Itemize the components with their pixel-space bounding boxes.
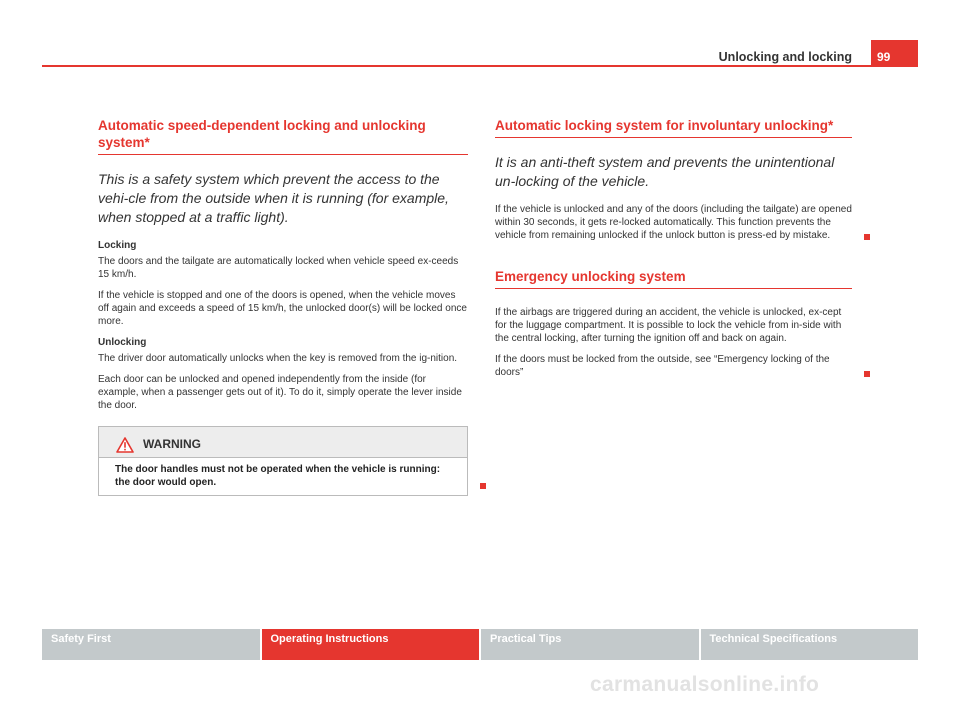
- section-title-involuntary-unlocking: Automatic locking system for involuntary unlocking*: [495, 117, 852, 138]
- watermark: carmanualsonline.info: [590, 673, 820, 696]
- section-title-speed-locking: Automatic speed-dependent locking and unlocking system*: [98, 117, 468, 155]
- warning-header: [99, 427, 467, 458]
- involuntary-unlocking-text: If the vehicle is unlocked and any of the doors (including the tailgate) are opened within 30 seconds, it gets re-locked automatically. This function prevents the vehicle from remaining unlocked if the unlock button is press-ed by mistake.: [495, 204, 852, 241]
- end-of-section-marker: [864, 371, 870, 377]
- unlocking-heading: Unlocking: [98, 337, 147, 348]
- footer-tab-safety-first[interactable]: Safety First: [42, 629, 260, 660]
- involuntary-unlocking-paragraph: [495, 203, 852, 242]
- header-rule: [42, 65, 918, 67]
- locking-paragraph-2: If the vehicle is stopped and one of the doors is opened, when the vehicle moves off again and exceeds a speed of 15 km/h, the unlocked door(s) will be locked once more.: [98, 290, 467, 327]
- warning-box: [98, 426, 468, 496]
- header-title: Unlocking and locking: [718, 50, 852, 64]
- warning-text-content: The door handles must not be operated when the vehicle is running: the door would open.: [115, 464, 441, 488]
- footer-nav: [42, 629, 918, 660]
- locking-heading: Locking: [98, 240, 137, 251]
- section-intro-speed-locking: This is a safety system which prevent the access to the vehi-cle from the outside when it is running (for example, when stopped at a traffic light).: [98, 171, 449, 225]
- warning-label: WARNING: [143, 437, 201, 451]
- unlocking-paragraph-2: Each door can be unlocked and opened independently from the inside (for example, when a passenger gets out of it). To do it, simply operate the lever inside the door.: [98, 374, 462, 411]
- end-of-section-marker: [480, 483, 486, 489]
- warning-triangle-icon: [116, 437, 134, 453]
- unlocking-paragraph-1: The driver door automatically unlocks when the key is removed from the ig-nition.: [98, 353, 458, 364]
- warning-text: [99, 458, 467, 495]
- section-intro-involuntary-unlocking: It is an anti-theft system and prevents the unintentional un-locking of the vehicle.: [495, 154, 835, 189]
- footer-tab-practical-tips[interactable]: Practical Tips: [481, 629, 699, 660]
- emergency-unlocking-paragraph-1: If the airbags are triggered during an accident, the vehicle is unlocked, ex-cept for the luggage compartment. It is possible to lock the vehicle from in-side with the central locking, after turning the ignition off and back on again.: [495, 307, 842, 344]
- section-title-emergency-unlocking: Emergency unlocking system: [495, 268, 852, 289]
- right-column: [495, 117, 852, 387]
- footer-tab-technical-specifications[interactable]: Technical Specifications: [701, 629, 919, 660]
- emergency-unlocking-text: If the doors must be locked from the outside, see “Emergency locking of the doors”: [495, 354, 830, 378]
- page-number: 99: [871, 40, 918, 67]
- end-of-section-marker: [864, 234, 870, 240]
- left-column: [98, 117, 468, 496]
- emergency-unlocking-paragraph-2: [495, 353, 852, 379]
- locking-paragraph-1: The doors and the tailgate are automatically locked when vehicle speed ex-ceeds 15 km/h.: [98, 256, 459, 280]
- footer-tab-operating-instructions[interactable]: Operating Instructions: [262, 629, 480, 660]
